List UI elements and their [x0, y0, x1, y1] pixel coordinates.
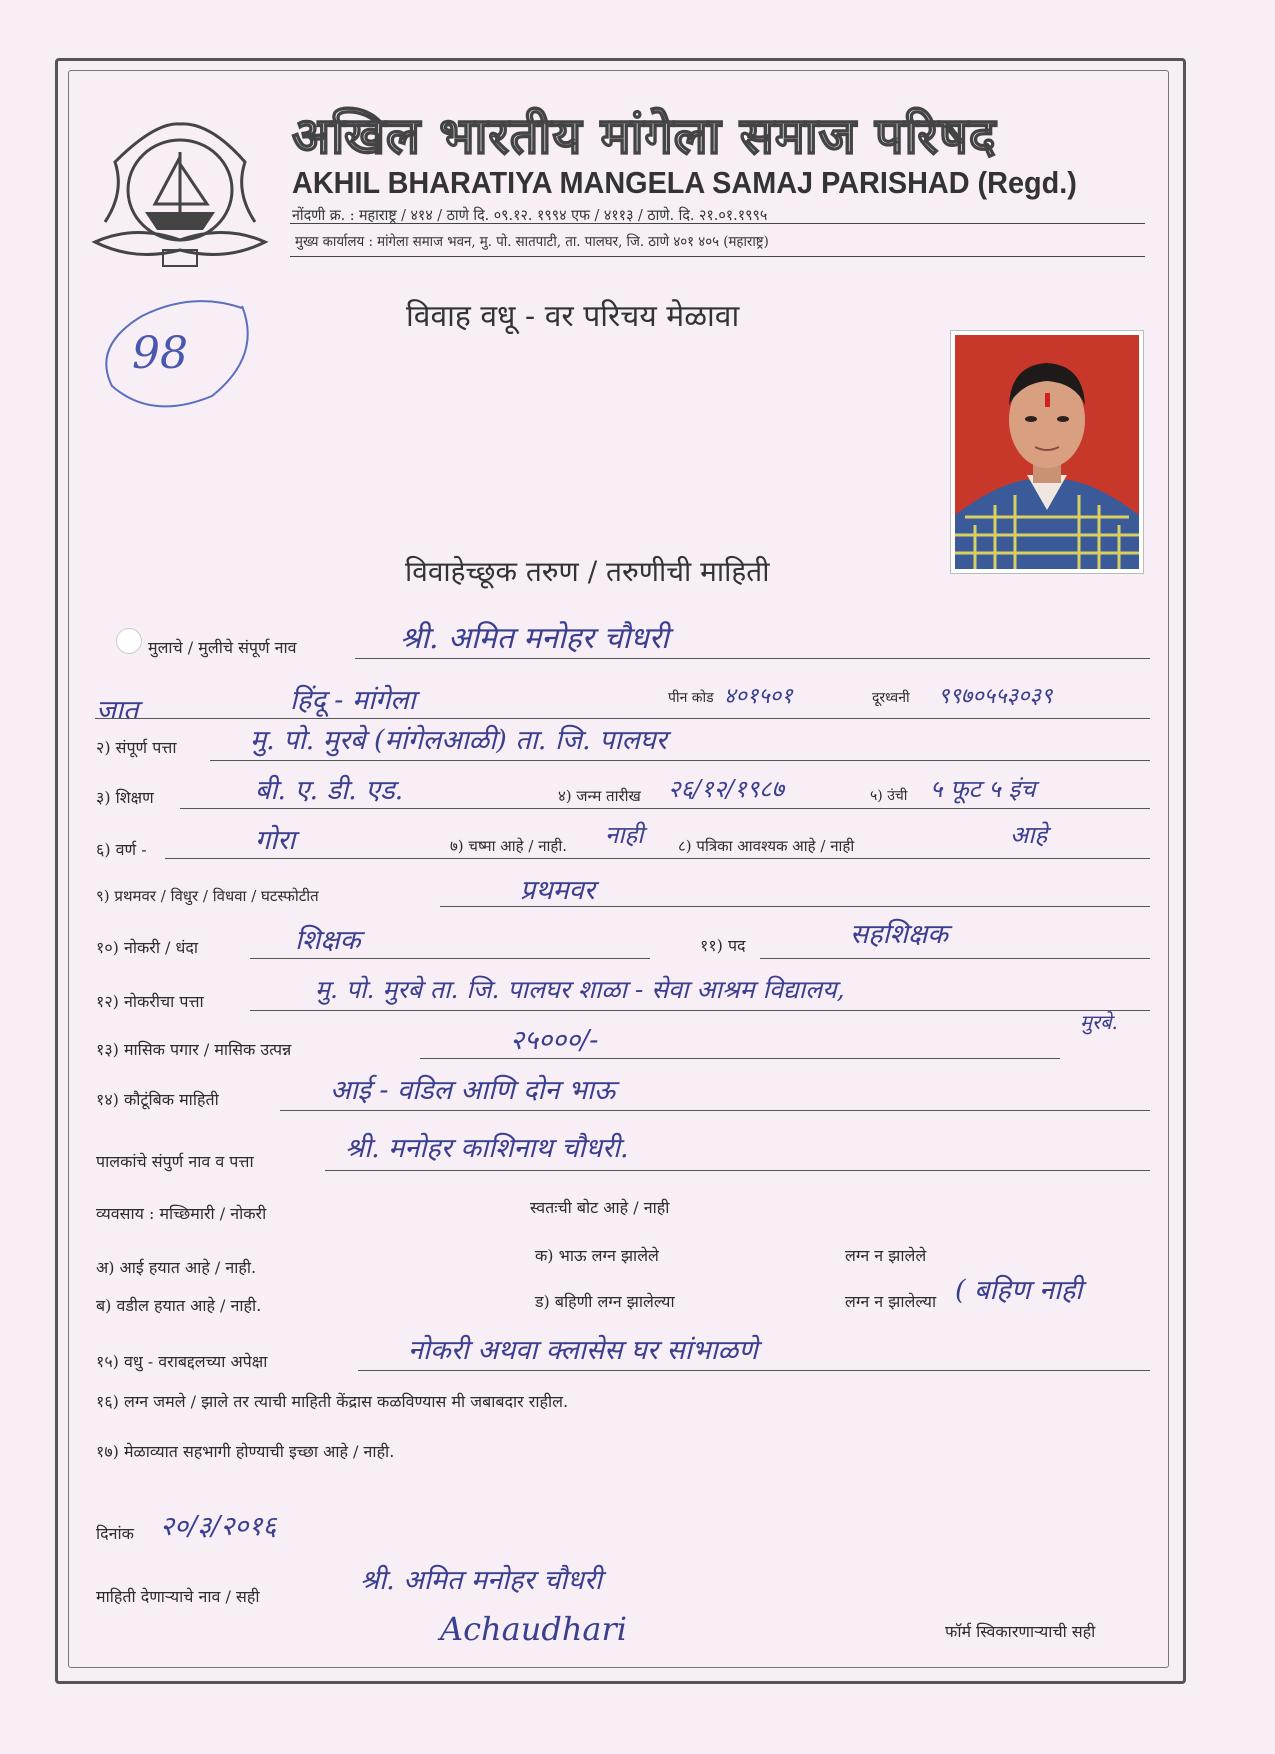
height-value: ५ फूट ५ इंच [930, 775, 1036, 803]
phone-value: ९९७०५५३०३९ [938, 684, 1053, 709]
phone-label: दूरध्वनी [872, 690, 910, 706]
registration-line: नोंदणी क्र. : महाराष्ट्र / ४१४ / ठाणे दि. ०९.१२. १९९४ एफ / ४११३ / ठाणे. दि. २१.०१.१९९५ [292, 206, 768, 224]
caste-value: हिंदू - मांगेला [290, 685, 416, 716]
punch-hole [116, 628, 142, 654]
acceptor-signature-label: फॉर्म स्विकारणाऱ्याची सही [945, 1622, 1096, 1641]
expectation-label: १५) वधु - वराबद्दलच्या अपेक्षा [96, 1352, 268, 1371]
designation-label: ११) पद [700, 936, 746, 955]
date-value: २०/३/२०१६ [160, 1511, 277, 1542]
sisters-unmarried-option: लग्न न झालेल्या [845, 1292, 937, 1311]
pincode-label: पीन कोड [668, 690, 714, 706]
head-office-line: मुख्य कार्यालय : मांगेला समाज भवन, मु. पो. सातपाटी, ता. पालघर, जि. ठाणे ४०१ ४०५ (महाराष्ट्र) [295, 234, 769, 250]
pincode-value: ४०१५०१ [724, 684, 793, 709]
own-boat-option: स्वतःची बोट आहे / नाही [530, 1198, 670, 1217]
applicant-photo [950, 330, 1144, 574]
caste-line [95, 718, 1150, 719]
work-address-label: १२) नोकरीचा पत्ता [96, 992, 204, 1011]
business-option: व्यवसाय : मच्छिमारी / नोकरी [96, 1204, 267, 1223]
caste-label: जात [96, 695, 139, 726]
designation-value: सहशिक्षक [850, 919, 949, 950]
income-value: २५०००/- [510, 1025, 599, 1056]
spectacles-label: ७) चष्मा आहे / नाही. [450, 837, 568, 855]
birth-date-label: ४) जन्म तारीख [558, 787, 641, 805]
spectacles-value: नाही [605, 821, 644, 849]
marital-status-label: ९) प्रथमवर / विधुर / विधवा / घटस्फोटीत [96, 887, 319, 905]
family-label: १४) कौटूंबिक माहिती [96, 1090, 219, 1109]
name-label: मुलाचे / मुलीचे संपूर्ण नाव [148, 638, 297, 657]
work-address-value: मु. पो. मुरबे ता. जि. पालघर शाळा - सेवा आश्रम विद्यालय, [315, 975, 845, 1004]
income-label: १३) मासिक पगार / मासिक उत्पन्न [96, 1040, 292, 1059]
father-alive-option: ब) वडील हयात आहे / नाही. [96, 1296, 262, 1315]
marital-status-value: प्रथमवर [520, 875, 595, 906]
brothers-unmarried-option: लग्न न झालेले [845, 1246, 927, 1265]
education-value: बी. ए. डी. एड. [255, 775, 404, 806]
mother-alive-option: अ) आई हयात आहे / नाही. [96, 1258, 257, 1277]
education-label: ३) शिक्षण [96, 788, 154, 807]
form-subtitle: विवाह वधू - वर परिचय मेळावा [406, 299, 740, 334]
horoscope-label: ८) पत्रिका आवश्यक आहे / नाही [678, 837, 855, 855]
expectation-value: नोकरी अथवा क्लासेस घर सांभाळणे [408, 1335, 758, 1366]
education-line [180, 808, 1150, 809]
declaration-17: १७) मेळाव्यात सहभागी होण्याची इच्छा आहे / नाही. [96, 1442, 395, 1461]
occupation-line [250, 958, 650, 959]
work-address-cont: मुरबे. [1080, 1010, 1118, 1034]
serial-number: 98 [132, 328, 188, 379]
guardian-line [325, 1170, 1150, 1171]
sisters-married-option: ड) बहिणी लग्न झालेल्या [535, 1292, 675, 1311]
guardian-value: श्री. मनोहर काशिनाथ चौधरी. [345, 1133, 629, 1164]
complexion-line [165, 858, 1150, 859]
org-name-english: AKHIL BHARATIYA MANGELA SAMAJ PARISHAD (Regd.) [292, 165, 1077, 200]
birth-date-value: २६/१२/१९८७ [668, 775, 785, 803]
serial-number-circle [92, 286, 264, 418]
section-title: विवाहेच्छूक तरुण / तरुणीची माहिती [405, 555, 770, 588]
occupation-label: १०) नोकरी / धंदा [96, 938, 199, 957]
income-line [420, 1058, 1060, 1059]
ship-logo-icon [85, 112, 275, 270]
family-value: आई - वडिल आणि दोन भाऊ [330, 1075, 616, 1106]
informant-value: श्री. अमित मनोहर चौधरी [360, 1565, 602, 1596]
address-line [210, 760, 1150, 761]
sisters-note: ( बहिण नाही [955, 1275, 1083, 1306]
name-value: श्री. अमित मनोहर चौधरी [400, 621, 669, 656]
date-label: दिनांक [96, 1524, 134, 1543]
family-line [280, 1110, 1150, 1111]
name-line [355, 658, 1150, 659]
informant-label: माहिती देणाऱ्याचे नाव / सही [96, 1587, 260, 1606]
complexion-value: गोरा [255, 825, 296, 856]
height-label: ५) उंची [870, 788, 908, 804]
header-divider [290, 256, 1145, 257]
guardian-label: पालकांचे संपुर्ण नाव व पत्ता [96, 1152, 254, 1171]
occupation-value: शिक्षक [295, 925, 361, 956]
informant-signature: Achaudhari [440, 1610, 628, 1648]
horoscope-value: आहे [1010, 821, 1048, 849]
designation-line [760, 958, 1150, 959]
header-divider [290, 223, 1145, 224]
expectation-line [358, 1370, 1150, 1371]
declaration-16: १६) लग्न जमले / झाले तर त्याची माहिती केंद्रास कळविण्यास मी जबाबदार राहील. [96, 1392, 569, 1411]
address-value: मु. पो. मुरबे (मांगेलआळी) ता. जि. पालघर [250, 725, 667, 756]
brothers-married-option: क) भाऊ लग्न झालेले [535, 1246, 659, 1265]
complexion-label: ६) वर्ण - [96, 840, 147, 859]
org-name-marathi: अखिल भारतीय मांगेला समाज परिषद [292, 106, 997, 165]
address-label: २) संपूर्ण पत्ता [96, 738, 177, 757]
work-address-line [250, 1010, 1150, 1011]
